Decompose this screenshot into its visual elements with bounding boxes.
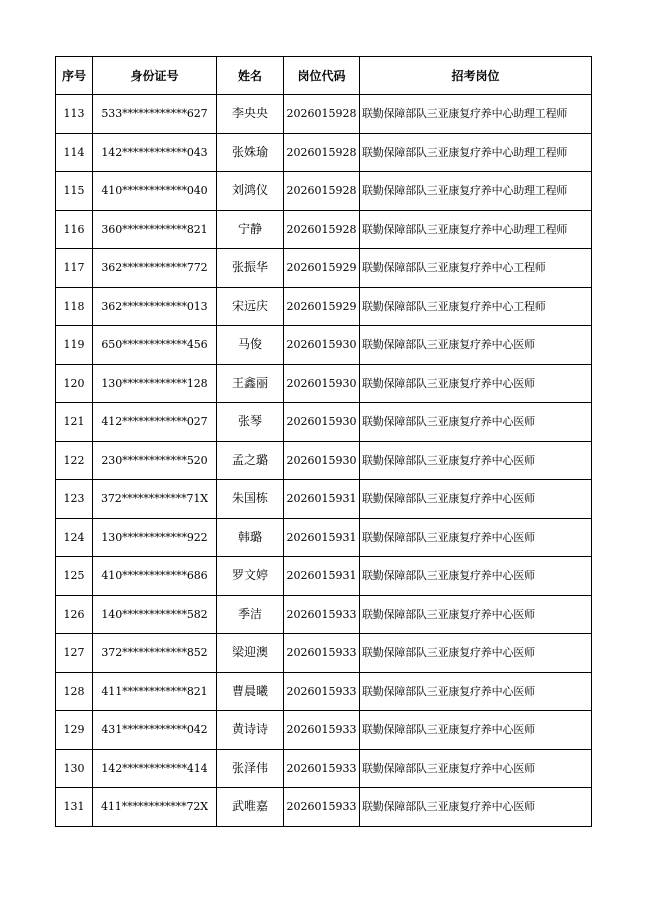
name-cell: 季洁 (217, 595, 284, 634)
name-cell: 王鑫丽 (217, 364, 284, 403)
name-cell: 张泽伟 (217, 749, 284, 788)
table-row (56, 403, 592, 442)
id-number-cell: 360************821 (93, 210, 217, 249)
position-code-cell: 2026015931 (284, 480, 360, 519)
table-row (56, 672, 592, 711)
table-row (56, 634, 592, 673)
table-row (56, 326, 592, 365)
name-cell: 张振华 (217, 249, 284, 288)
position-code-cell: 2026015928 (284, 210, 360, 249)
id-number-cell: 362************013 (93, 287, 217, 326)
table-row (56, 788, 592, 827)
serial-number-cell: 118 (56, 287, 93, 326)
table-row (56, 249, 592, 288)
serial-number-cell: 120 (56, 364, 93, 403)
name-cell: 刘鸿仪 (217, 172, 284, 211)
name-cell: 梁迎澳 (217, 634, 284, 673)
serial-number-cell: 117 (56, 249, 93, 288)
position-code-cell: 2026015928 (284, 95, 360, 134)
header-position-code: 岗位代码 (284, 57, 360, 95)
serial-number-cell: 126 (56, 595, 93, 634)
id-number-cell: 130************922 (93, 518, 217, 557)
id-number-cell: 533************627 (93, 95, 217, 134)
position-cell: 联勤保障部队三亚康复疗养中心工程师 (360, 287, 592, 326)
header-name: 姓名 (217, 57, 284, 95)
serial-number-cell: 125 (56, 557, 93, 596)
header-position: 招考岗位 (360, 57, 592, 95)
table-header-row (56, 57, 592, 95)
id-number-cell: 372************71X (93, 480, 217, 519)
id-number-cell: 142************043 (93, 133, 217, 172)
id-number-cell: 431************042 (93, 711, 217, 750)
position-cell: 联勤保障部队三亚康复疗养中心助理工程师 (360, 133, 592, 172)
serial-number-cell: 114 (56, 133, 93, 172)
position-cell: 联勤保障部队三亚康复疗养中心工程师 (360, 249, 592, 288)
position-code-cell: 2026015933 (284, 711, 360, 750)
serial-number-cell: 128 (56, 672, 93, 711)
applicant-table (55, 56, 592, 827)
serial-number-cell: 119 (56, 326, 93, 365)
position-cell: 联勤保障部队三亚康复疗养中心医师 (360, 711, 592, 750)
position-code-cell: 2026015933 (284, 634, 360, 673)
serial-number-cell: 122 (56, 441, 93, 480)
table-row (56, 364, 592, 403)
name-cell: 张琴 (217, 403, 284, 442)
name-cell: 宁静 (217, 210, 284, 249)
table-row (56, 441, 592, 480)
position-code-cell: 2026015931 (284, 518, 360, 557)
serial-number-cell: 127 (56, 634, 93, 673)
name-cell: 朱国栋 (217, 480, 284, 519)
id-number-cell: 130************128 (93, 364, 217, 403)
name-cell: 李央央 (217, 95, 284, 134)
table-row (56, 133, 592, 172)
name-cell: 黄诗诗 (217, 711, 284, 750)
position-cell: 联勤保障部队三亚康复疗养中心医师 (360, 557, 592, 596)
serial-number-cell: 123 (56, 480, 93, 519)
serial-number-cell: 115 (56, 172, 93, 211)
id-number-cell: 142************414 (93, 749, 217, 788)
table-row (56, 595, 592, 634)
position-cell: 联勤保障部队三亚康复疗养中心医师 (360, 441, 592, 480)
table-row (56, 749, 592, 788)
id-number-cell: 412************027 (93, 403, 217, 442)
position-code-cell: 2026015933 (284, 595, 360, 634)
id-number-cell: 411************72X (93, 788, 217, 827)
id-number-cell: 410************040 (93, 172, 217, 211)
position-code-cell: 2026015930 (284, 441, 360, 480)
position-cell: 联勤保障部队三亚康复疗养中心医师 (360, 480, 592, 519)
position-cell: 联勤保障部队三亚康复疗养中心助理工程师 (360, 210, 592, 249)
position-cell: 联勤保障部队三亚康复疗养中心医师 (360, 788, 592, 827)
id-number-cell: 140************582 (93, 595, 217, 634)
name-cell: 马俊 (217, 326, 284, 365)
id-number-cell: 362************772 (93, 249, 217, 288)
table-row (56, 480, 592, 519)
position-cell: 联勤保障部队三亚康复疗养中心医师 (360, 749, 592, 788)
table-row (56, 287, 592, 326)
id-number-cell: 372************852 (93, 634, 217, 673)
position-cell: 联勤保障部队三亚康复疗养中心医师 (360, 326, 592, 365)
name-cell: 韩璐 (217, 518, 284, 557)
serial-number-cell: 121 (56, 403, 93, 442)
position-code-cell: 2026015931 (284, 557, 360, 596)
position-cell: 联勤保障部队三亚康复疗养中心医师 (360, 403, 592, 442)
id-number-cell: 650************456 (93, 326, 217, 365)
table-row (56, 172, 592, 211)
table-row (56, 95, 592, 134)
position-code-cell: 2026015929 (284, 249, 360, 288)
serial-number-cell: 131 (56, 788, 93, 827)
id-number-cell: 410************686 (93, 557, 217, 596)
table-row (56, 711, 592, 750)
serial-number-cell: 129 (56, 711, 93, 750)
position-code-cell: 2026015929 (284, 287, 360, 326)
serial-number-cell: 124 (56, 518, 93, 557)
position-cell: 联勤保障部队三亚康复疗养中心医师 (360, 634, 592, 673)
position-code-cell: 2026015930 (284, 403, 360, 442)
serial-number-cell: 116 (56, 210, 93, 249)
name-cell: 武唯嘉 (217, 788, 284, 827)
id-number-cell: 411************821 (93, 672, 217, 711)
position-code-cell: 2026015928 (284, 133, 360, 172)
name-cell: 张姝瑜 (217, 133, 284, 172)
table-row (56, 210, 592, 249)
position-code-cell: 2026015930 (284, 326, 360, 365)
position-code-cell: 2026015930 (284, 364, 360, 403)
position-cell: 联勤保障部队三亚康复疗养中心助理工程师 (360, 172, 592, 211)
table-row (56, 518, 592, 557)
position-code-cell: 2026015928 (284, 172, 360, 211)
name-cell: 曹晨曦 (217, 672, 284, 711)
position-cell: 联勤保障部队三亚康复疗养中心医师 (360, 518, 592, 557)
position-code-cell: 2026015933 (284, 672, 360, 711)
name-cell: 宋远庆 (217, 287, 284, 326)
serial-number-cell: 113 (56, 95, 93, 134)
position-cell: 联勤保障部队三亚康复疗养中心医师 (360, 595, 592, 634)
position-code-cell: 2026015933 (284, 788, 360, 827)
id-number-cell: 230************520 (93, 441, 217, 480)
name-cell: 孟之璐 (217, 441, 284, 480)
header-serial-number: 序号 (56, 57, 93, 95)
position-cell: 联勤保障部队三亚康复疗养中心医师 (360, 672, 592, 711)
serial-number-cell: 130 (56, 749, 93, 788)
position-cell: 联勤保障部队三亚康复疗养中心助理工程师 (360, 95, 592, 134)
position-cell: 联勤保障部队三亚康复疗养中心医师 (360, 364, 592, 403)
position-code-cell: 2026015933 (284, 749, 360, 788)
name-cell: 罗文婷 (217, 557, 284, 596)
header-id-number: 身份证号 (93, 57, 217, 95)
table-row (56, 557, 592, 596)
